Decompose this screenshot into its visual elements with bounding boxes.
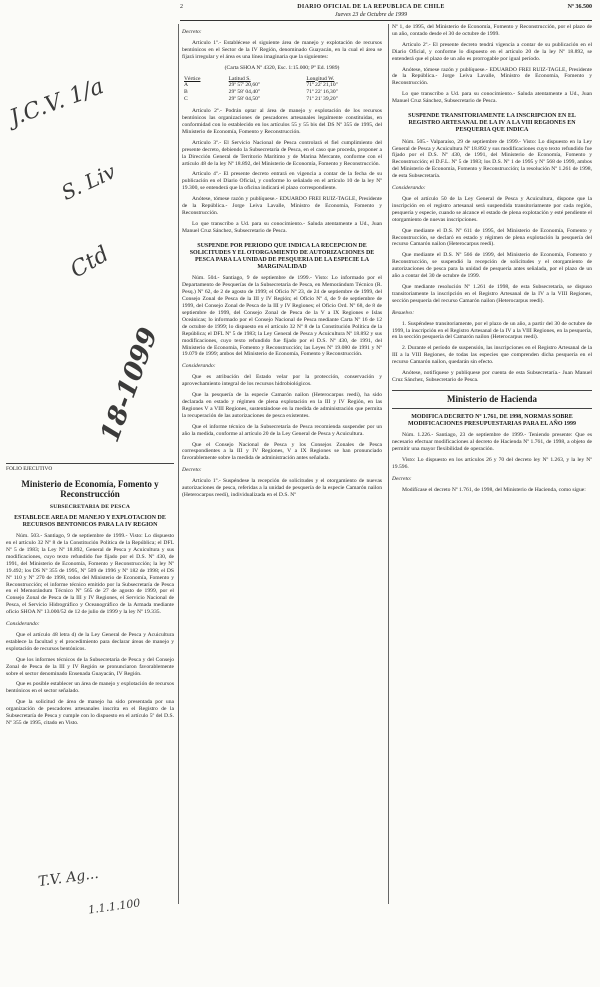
article-3: Artículo 3º.- El Servicio Nacional de Pesca controlará el fiel cumplimiento del presente decreto, debiendo la Subsecretaría de Pesca, en el caso que proceda, proponer a la Dirección General de Territorio Marítimo y de Marina Mercante, conforme con el artículo 48 de la ley Nº 18.892, del Ministerio de Economía, Fomento y Reconstrucción. [182, 139, 382, 167]
resolution-para-1: Que el artículo 50 de la Ley General de Pesca y Acuicultura, dispone que la inscripción en el registro artesanal será suspendida transitoriamente por cada región, pesquería y especie, cuando se alcance el estado de plena explotación y esté pendiente el otorgamiento de nuevas inscripciones. [392, 196, 592, 223]
margin-note-1: J.C.V. 1/a [6, 74, 108, 131]
transcription-note-1: Lo que transcribo a Ud. para su conocimiento.- Saluda atentamente a Ud., Juan Manuel Cruz Sánchez, Subsecretario de Pesca. [182, 220, 382, 234]
hacienda-rule-bottom [392, 408, 592, 409]
decree-2-considerando: Considerando: [182, 363, 216, 370]
decree-1-visto: Núm. 503.- Santiago, 9 de septiembre de 1999.- Visto: Lo dispuesto en el artículo 32 Nº 8 de la Constitución Política de la República; el DFL Nº 5 de 1983; la Ley Nº 18.892, General de Pesca y Acuicultura y sus modificaciones, cuyo texto refundido fue fijado por el D.S. Nº 430, de 1991, del Ministerio de Economía, Fomento y Reconstrucción; la ley Nº 19.492; los DS Nº 355 de 1995, Nº 509 de 1996 y Nº 182 de 1998; el DS Nº 110 y Nº 270 de 1998, todos del Ministerio de Economía, Fomento y Reconstrucción; el informe técnico emitido por la Subsecretaría de Pesca en el Memorándum Técnico Nº 565 de 27 de agosto de 1999, por el Consejo Zonal de Pesca de la III y IV Regiones, el Servicio Nacional de Pesca, el Servicio Hidrográfico y Oceanográfico de la Armada mediante oficio SHOA Nº 13.000/52 de 12 de julio de 1999 y la ley Nº 19.335. [6, 533, 174, 616]
table-cell: B [184, 89, 188, 96]
subsecretaria-heading: SUBSECRETARIA DE PESCA [49, 503, 131, 510]
left-col-top-rule [6, 463, 174, 464]
article-2: Artículo 2º.- Podrán optar al área de manejo y explotación de los recursos bentónicos las organizaciones de pescadores artesanales legalmente constituidas, en conformidad con lo establecido en los artículos 55 y 55 bis del DS Nº 355 de 1995, del Ministerio de Economía, Fomento y Reconstrucción. [182, 108, 382, 135]
margin-note-5: T.V. Ag... [37, 865, 100, 891]
chart-reference: (Carta SHOA Nº 4320, Esc. 1:15.000; Pº Ed. 1989) [224, 64, 340, 71]
decree-1-para-4: Que la solicitud de área de manejo ha sido presentada por una organización de pescadores artesanales inscrita en el Registro de la Subsecretaría de Pesca y cumple con lo dispuesto en el artículo 5º del D.S. Nº 355 de 1995, citado en Visto. [6, 699, 174, 726]
article-1: Artículo 1º.- Establécese el siguiente área de manejo y explotación de recursos bentónicos en el Sector de la IV Región, denominado Guayacán, en la cual el área se fijará irregular y el área es una línea imaginaria que la siguientes: [182, 39, 382, 60]
issue-number: Nº 36.500 [567, 4, 592, 10]
decree-title-4: MODIFICA DECRETO Nº 1.761, DE 1998, NORMAS SOBRE MODIFICACIONES PRESUPUESTARIAS PARA EL AÑO 1999 [408, 413, 576, 428]
gazette-title: DIARIO OFICIAL DE LA REPUBLICA DE CHILE [297, 4, 445, 10]
ministry-heading: Ministerio de Economía, Fomento y Reconstrucción [21, 478, 159, 499]
margin-note-3: Ctd [66, 241, 114, 284]
resolution-para-4: Que mediante resolución Nº 1.261 de 1998, de esta Subsecretaría, se dispuso transitoriamente la inscripción en el Registro Artesanal de la IV a la VIII Regiones, sección pesquería del recurso Camarón nailon (Heterocarpus reedi). [392, 283, 592, 304]
decree-2-para-2: Que la pesquería de la especie Camarón nailon (Heterocarpus reedi), ha sido declarada en estado y régimen de plena explotación en la III y IV Región, en las Regiones V a VIII Regiones, sustentándose en la medida de administración que permita la recuperación de las autorizaciones de pesca existentes. [182, 392, 382, 419]
decree-2-article-2: Artículo 2º.- El presente decreto tendrá vigencia a contar de su publicación en el Diario Oficial, y conforme lo dispuesto en el artículo 20 de la ley Nº 18.892, se entenderá que el plazo de un año es prorrogable por igual período. [392, 41, 592, 62]
resolution-visto: Núm. 505.- Valparaíso, 29 de septiembre de 1999.- Visto: Lo dispuesto en la Ley General de Pesca y Acuicultura Nº 18.892 y sus modificaciones cuyo texto refundido fue fijado por el D.S. Nº 430, de 1991, del Ministerio de Economía, Fomento y Reconstrucción; el D.F.L. Nº 5 de 1983; los D.S. Nº 1 de 1995 y Nº 568 de 1999, ambos del Ministerio de Economía, Fomento y Reconstrucción; la resolución Nº 1.261 de 1998, de esta Subsecretaría. [392, 138, 592, 180]
margin-note-6: 1.1.1.100 [87, 896, 142, 917]
decree-2-article-1: Artículo 1º.- Suspéndese la recepción de solicitudes y el otorgamiento de nuevas autorizaciones de pesca, referidas a la unidad de pesquería de la especie Camarón nailon (Heterocarpus reedi), individualizada en el D.S. Nº [182, 478, 382, 498]
table-cell: C [184, 96, 188, 103]
right-column [392, 24, 592, 904]
ministry-heading-2: Ministerio de Hacienda [447, 393, 537, 404]
table-cell: A [184, 82, 189, 89]
decree-title-2: SUSPENDE POR PERIODO QUE INDICA LA RECEPCION DE SOLICITUDES Y EL OTORGAMIENTO DE AUTORIZACIONES DE PESCA PARA LA UNIDAD DE PESQUERIA DE LA ESPECIE LA MARGINALIDAD [189, 242, 375, 271]
decree-2-para-3: Que el informe técnico de la Subsecretaría de Pesca recomienda suspender por un año la medida, conforme al artículo 20 de la Ley General de Pesca y Acuicultura. [182, 423, 382, 437]
table-header-cell: Vértice [184, 75, 201, 82]
middle-column [182, 24, 382, 904]
decree-title-1: ESTABLECE AREA DE MANEJO Y EXPLOTACION DE RECURSOS BENTONICOS PARA LA IV REGION [14, 514, 166, 529]
col-divider-2 [388, 24, 389, 904]
resolution-para-2: Que mediante el D.S. Nº 611 de 1995, del Ministerio de Economía, Fomento y Reconstrucción, se declaró en estado y régimen de plena explotación la pesquería del recurso Camarón nailon (Heterocarpus reedi). [392, 227, 592, 248]
decreto-label-3: Decreto: [392, 475, 412, 482]
table-cell: 71º 22' 16,30" [306, 89, 338, 96]
table-header-row [182, 76, 382, 83]
header-rule [180, 20, 592, 21]
table-row [182, 82, 382, 89]
decree-2-visto: Núm. 504.- Santiago, 9 de septiembre de 1999.- Visto: Lo informado por el Departamento de Pesquerías de la Subsecretaría de Pesca, en Memorándum Técnico (R. Pesq.) Nº 62, de 2 de agosto de 1999; el Oficio Nº 23, de 24 de septiembre de 1999, del Consejo Zonal de Pesca de la III y IV Región; el Oficio Nº 4, de 9 de septiembre de 1999, del Consejo Zonal de Pesca de la III y IV Regiones; el Oficio Ord. Nº 68, de 8 de septiembre de 1999, del Consejo Zonal de Pesca de la V a IX Regiones e Islas Oceánicas; lo informado por el Consejo Nacional de Pesca mediante Carta Nº 16 de 12 de octubre de 1999; lo dispuesto en el artículo 32 Nº 8 de la Constitución Política de la República; el DFL Nº 5 de 1983; la Ley General de Pesca y Acuicultura Nº 18.892 y sus modificaciones, cuyo texto refundido fue fijado por el D.S. Nº 430, de 1991, del Ministerio de Economía, Fomento y Reconstrucción; las Leyes Nº 19.080 de 1991 y Nº 19.079 de 1999; ambos del Ministerio de Economía, Fomento y Reconstrucción. [182, 275, 382, 358]
decreto-label-1: Decreto: [182, 29, 202, 35]
table-cell: 71º 21' 39,20" [306, 96, 338, 103]
hacienda-visto: Visto: Lo dispuesto en los artículos 26 y 70 del decreto ley Nº 1.263, y la ley Nº 19.596. [392, 456, 592, 470]
decreto-label-2: Decreto: [182, 467, 202, 474]
table-cell: 29º 58' 04,40" [228, 89, 261, 96]
col-divider-1 [178, 24, 179, 904]
decree-1-para-2: Que los informes técnicos de la Subsecretaría de Pesca y del Consejo Zonal de Pesca de la III y IV Región se pronunciaron favorablemente sobre el sector denominado Ensenada Guayacán, IV Región. [6, 656, 174, 677]
decree-1-para-3: Que es posible establecer un área de manejo y explotación de recursos bentónicos en el sector señalado. [6, 681, 174, 695]
resolution-point-1: 1. Suspéndese transitoriamente, por el plazo de un año, a partir del 30 de octubre de 1999, la inscripción en el Registro Artesanal de la IV a la VIII Regiones, en la pesquería, en la sección pesquería del Camarón nailon (Heterocarpus reedi). [392, 320, 592, 341]
hacienda-modification: Modifícase el decreto Nº 1.761, de 1998, del Ministerio de Hacienda, como sigue: [402, 486, 586, 493]
resolution-title: SUSPENDE TRANSITORIAMENTE LA INSCRIPCION EN EL REGISTRO ARTESANAL DE LA IV A LA VIII REGIONES EN PESQUERIA QUE INDICA [408, 113, 576, 134]
table-cell: 29º 58' 04,50" [228, 96, 261, 103]
signature-block-3: Anótese, notifíquese y publíquese por cuenta de esta Subsecretaría.- Juan Manuel Cruz Sánchez, Subsecretario de Pesca. [392, 370, 592, 383]
coordinates-table [182, 76, 382, 104]
article-4: Artículo 4º.- El presente decreto entrará en vigencia a contar de la fecha de su publicación en el Diario Oficial, y conforme lo señalado en el artículo 10 de la ley Nº 19.300, se entenderá que la oficina indicará el plazo correspondiente. [182, 171, 382, 192]
table-cell: 71º 22' 21,10" [306, 82, 338, 89]
table-row [182, 89, 382, 96]
resuelvo-label: Resuelvo: [392, 309, 415, 316]
decree-2-para-4: Que el Consejo Nacional de Pesca y los Consejos Zonales de Pesca correspondientes a la III y IV Regiones, V a IX Regiones se han pronunciado favorablemente sobre la medida de administración antes señalada. [182, 441, 382, 462]
table-row [182, 96, 382, 103]
decree-2-para-1: Que es atribución del Estado velar por la protección, conservación y aprovechamiento integral de los recursos hidrobiológicos. [182, 374, 382, 388]
hacienda-teniendo: Núm. 1.226.- Santiago, 23 de septiembre de 1999.- Teniendo presente: Que es necesario efectuar modificaciones al decreto de Hacienda Nº 1.761, de 1998, a objeto de permitir una mayor flexibilidad de operación. [392, 432, 592, 453]
margin-note-2: S. Liv [57, 159, 120, 205]
decree-1-para-1: Que el artículo 48 letra d) de la Ley General de Pesca y Acuicultura establece la facultad y el procedimiento para declarar áreas de manejo y explotación de recursos bentónicos. [6, 632, 174, 652]
table-cell: 29º 57' 20,60" [228, 82, 261, 89]
signature-block-1: Anótese, tómese razón y publíquese.- EDUARDO FREI RUIZ-TAGLE, Presidente de la República.- Jorge Leiva Lavalle, Ministro de Economía, Fomento y Reconstrucción. [182, 196, 382, 216]
hacienda-rule-top [392, 390, 592, 391]
page-number: 2 [180, 4, 183, 10]
folio-label: FOLIO EJECUTIVO [6, 466, 53, 472]
table-header-cell: Latitud S. [228, 75, 251, 82]
signature-block-2: Anótese, tómese razón y publíquese.- EDUARDO FREI RUIZ-TAGLE, Presidente de la República.- Jorge Leiva Lavalle, Ministro de Economía, Fomento y Reconstrucción. [392, 66, 592, 87]
left-column [6, 466, 174, 986]
resolution-considerando: Considerando: [392, 185, 426, 192]
decree-1-considerando: Considerando: [6, 621, 40, 628]
transcription-note-2: Lo que transcribo a Ud. para su conocimiento.- Saluda atentamente a Ud., Juan Manuel Cruz Sánchez, Subsecretario de Pesca. [392, 91, 592, 105]
margin-note-4: 18-1099 [95, 323, 165, 447]
gazette-date: Jueves 23 de Octubre de 1999 [334, 12, 408, 18]
table-header-cell: Longitud W. [306, 75, 335, 82]
resolution-point-2: 2. Durante el período de suspensión, las inscripciones en el Registro Artesanal de la III a la VIII Regiones, de todas las especies que comprenden dicha pesquería en el recurso Camarón nailon, quedarán sin efecto. [392, 345, 592, 366]
decree-2-continuation: Nº 1, de 1995, del Ministerio de Economía, Fomento y Reconstrucción, por el plazo de un año, contado desde el 30 de octubre de 1999. [392, 24, 592, 37]
resolution-para-3: Que mediante el D.S. Nº 566 de 1999, del Ministerio de Economía, Fomento y Reconstrucción, se suspendió la recepción de solicitudes y el otorgamiento de autorizaciones de pesca para la unidad de pesquería antes señalada, por el plazo de un año a contar del 30 de octubre de 1999. [392, 252, 592, 280]
